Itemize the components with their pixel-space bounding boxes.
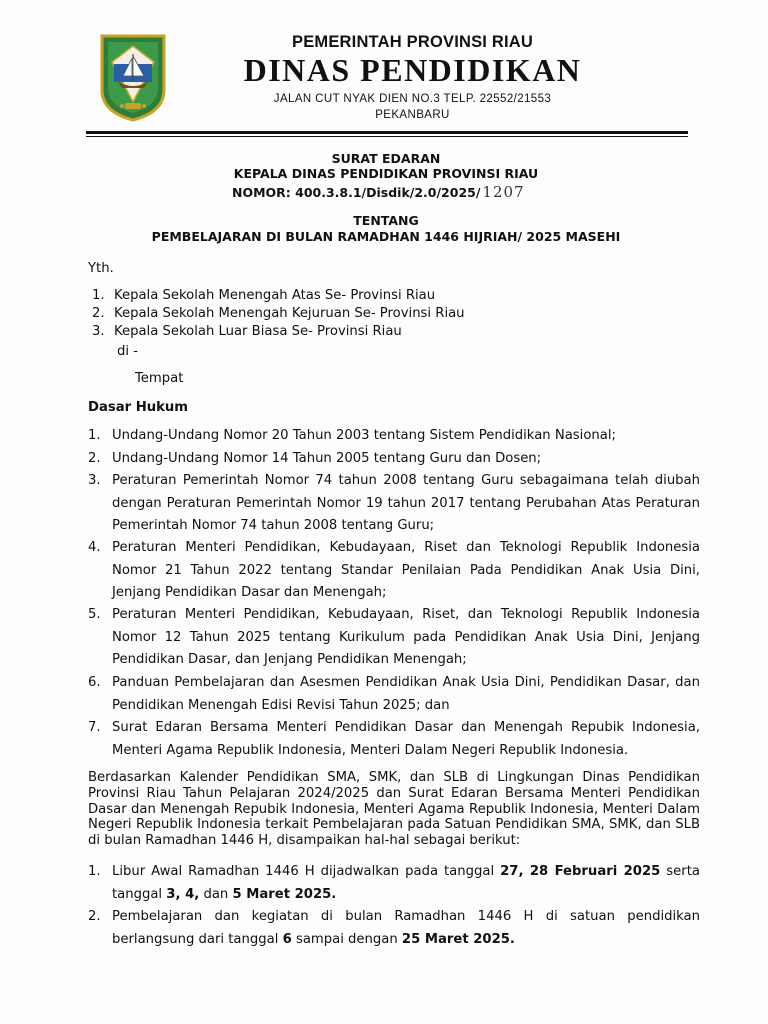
legal-basis-number: 6. (88, 675, 101, 690)
announcement-text-part: Pembelajaran dan kegiatan di bulan Ramadhan 1446 H di satuan pendidikan berlangsung dari tanggal (112, 909, 700, 947)
addressee-number: 3. (92, 324, 105, 339)
learning-end-date: 25 Maret 2025. (401, 931, 515, 947)
subject-title: PEMBELAJARAN DI BULAN RAMADHAN 1446 HIJRIAH/ 2025 MASEHI (151, 229, 621, 244)
legal-basis-text: Peraturan Menteri Pendidikan, Kebudayaan, Riset dan Teknologi Republik Indonesia Nomor 21 Tahun 2022 tentang Standar Penilaian Pada Pendidikan Anak Usia Dini, Jenjang Pendidikan Dasar dan Menengah; (112, 540, 700, 600)
legal-basis-item (88, 448, 700, 471)
letter-issuer: KEPALA DINAS PENDIDIKAN PROVINSI RIAU (233, 166, 539, 181)
legal-basis-text: Peraturan Pemerintah Nomor 74 tahun 2008 tentang Guru sebagaimana telah diubah dengan Peraturan Pemerintah Nomor 19 tahun 2017 tentang Perubahan Atas Peraturan Pemerintah Nomor 74 tahun 2008 tentang Guru; (112, 473, 700, 533)
legal-basis-item (88, 425, 700, 448)
addressee-text: Kepala Sekolah Luar Biasa Se- Provinsi Riau (114, 324, 402, 339)
holiday-dates-february: 27, 28 Februari 2025 (500, 864, 661, 879)
holiday-dates-march-end: 5 Maret 2025. (232, 886, 337, 902)
addressee-place: Tempat (135, 371, 184, 386)
legal-basis-number: 4. (88, 540, 101, 555)
addressee-di: di - (117, 344, 138, 359)
learning-start-date: 6 (282, 931, 292, 947)
announcement-text-part: dan (199, 886, 233, 902)
legal-basis-text: Undang-Undang Nomor 14 Tahun 2005 tentang Guru dan Dosen; (112, 451, 542, 466)
riau-province-emblem (98, 32, 168, 122)
legal-basis-number: 5. (88, 607, 101, 622)
announcement-item (88, 861, 700, 906)
announcement-number: 1. (88, 864, 101, 879)
legal-basis-text: Panduan Pembelajaran dan Asesmen Pendidikan Anak Usia Dini, Pendidikan Dasar, dan Pendidikan Menengah Edisi Revisi Tahun 2025; dan (112, 675, 700, 713)
announcement-item (88, 906, 700, 951)
announcement-text-part: serta tanggal (112, 864, 700, 902)
letter-number-handwritten: 1207 (482, 183, 525, 201)
addressee-item (92, 288, 435, 303)
letterhead-rule-thin (86, 136, 688, 137)
intro-paragraph: Berdasarkan Kalender Pendidikan SMA, SMK, dan SLB di Lingkungan Dinas Pendidikan Provinsi Riau Tahun Pelajaran 2024/2025 dan Surat Edaran Bersama Menteri Pendidikan Dasar dan Menengah Repubik Indonesia, Menteri Agama Republik Indonesia, Menteri Dalam Negeri Republik Indonesia terkait Pembelajaran pada Satuan Pendidikan SMA, SMK, dan SLB di bulan Ramadhan 1446 H, disampaikan hal-hal sebagai berikut: (88, 770, 700, 849)
letter-type: SURAT EDARAN (331, 151, 441, 166)
legal-basis-text: Peraturan Menteri Pendidikan, Kebudayaan, Riset, dan Teknologi Republik Indonesia Nomor 12 Tahun 2025 tentang Kurikulum pada Pendidikan Anak Usia Dini, Jenjang Pendidikan Dasar, dan Jenjang Pendidikan Menengah; (112, 607, 700, 667)
holiday-dates-march: 3, 4, (166, 886, 200, 902)
legal-basis-text: Surat Edaran Bersama Menteri Pendidikan Dasar dan Menengah Repubik Indonesia, Menteri Agama Republik Indonesia, Menteri Dalam Negeri Republik Indonesia. (112, 720, 700, 758)
addressee-text: Kepala Sekolah Menengah Kejuruan Se- Provinsi Riau (114, 306, 465, 321)
addressee-item (92, 324, 402, 339)
legal-basis-item (88, 537, 700, 605)
announcement-text-part: sampai dengan (291, 931, 402, 947)
salutation: Yth. (88, 261, 114, 276)
announcement-number: 2. (88, 909, 101, 924)
legal-basis-item (88, 717, 700, 762)
announcement-text-part: Libur Awal Ramadhan 1446 H dijadwalkan pada tanggal (112, 864, 501, 879)
letterhead-government: PEMERINTAH PROVINSI RIAU (291, 33, 533, 51)
announcement-text (112, 906, 700, 951)
addressee-text: Kepala Sekolah Menengah Atas Se- Provinsi Riau (114, 288, 436, 303)
letterhead-address: JALAN CUT NYAK DIEN NO.3 TELP. 22552/21553 (273, 93, 552, 105)
addressee-number: 1. (92, 288, 105, 303)
letterhead-office: DINAS PENDIDIKAN (243, 52, 582, 88)
addressee-number: 2. (92, 306, 105, 321)
letterhead-rule (86, 131, 688, 134)
legal-basis-item (88, 470, 700, 538)
legal-basis-item (88, 604, 700, 672)
legal-basis-number: 3. (88, 473, 101, 488)
subject-heading: TENTANG (353, 213, 419, 228)
letterhead-city: PEKANBARU (375, 109, 450, 121)
announcement-text (112, 861, 700, 906)
addressee-item (92, 306, 465, 321)
legal-basis-item (88, 672, 700, 717)
legal-basis-text: Undang-Undang Nomor 20 Tahun 2003 tentang Sistem Pendidikan Nasional; (112, 428, 616, 443)
letter-number-label: NOMOR: 400.3.8.1/Disdik/2.0/2025/ (232, 185, 481, 200)
legal-basis-heading: Dasar Hukum (88, 400, 189, 415)
legal-basis-number: 7. (88, 720, 101, 735)
legal-basis-number: 1. (88, 428, 101, 443)
legal-basis-number: 2. (88, 451, 101, 466)
letter-number (232, 183, 525, 201)
